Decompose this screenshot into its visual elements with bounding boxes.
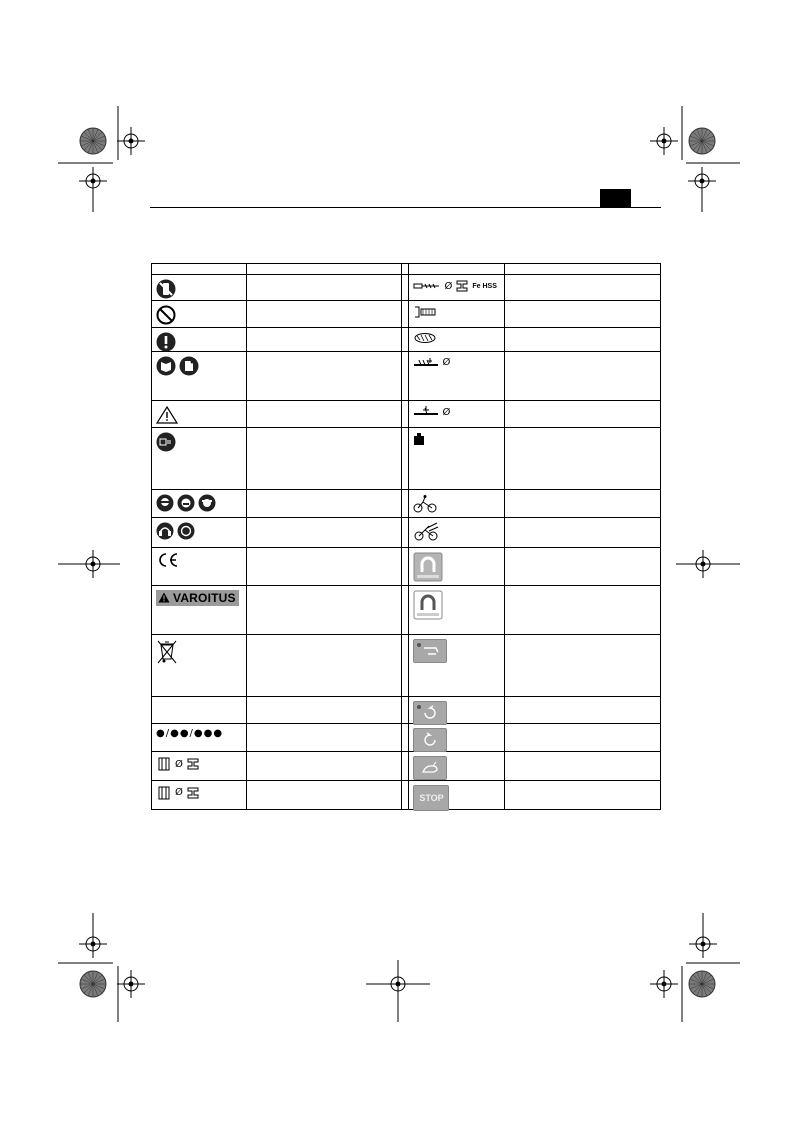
- ce-mark-icon: [156, 552, 180, 568]
- steel-profile-icon: [455, 279, 469, 293]
- read-manual-icon: [179, 356, 199, 376]
- diameter-label: Ø: [175, 787, 183, 799]
- drill-steel-icon: [156, 785, 172, 801]
- wood-drill-icon: [413, 356, 439, 370]
- diameter-label: Ø: [442, 406, 451, 418]
- symbols-table: [151, 263, 661, 810]
- steel-profile-icon: [186, 757, 200, 771]
- table-row: [152, 401, 661, 428]
- weee-crossed-bin-icon: [156, 639, 178, 665]
- table-row: [152, 351, 661, 400]
- table-row: [152, 428, 661, 490]
- warning-triangle-icon: [156, 405, 178, 425]
- language-tab: [600, 189, 631, 207]
- steel-profile-icon: [186, 786, 200, 800]
- wear-ear-protection-icon: [177, 522, 195, 540]
- prohibition-icon: [156, 305, 176, 325]
- rotate-right-button-icon: [413, 701, 447, 725]
- drill-bit-steel-icon: [413, 279, 441, 293]
- warning-label-icon: [156, 590, 239, 606]
- table-row: [152, 696, 661, 723]
- fe-hss-label: Fe HSS: [472, 282, 497, 290]
- no-mobile-phone-icon: [156, 279, 176, 299]
- rabbit-speed-button-icon: [413, 756, 447, 780]
- start-button-icon: [413, 639, 447, 663]
- magnet-icon: [413, 590, 443, 620]
- table-row: [152, 547, 661, 585]
- rotate-left-button-icon: [413, 728, 447, 752]
- table-row: [152, 275, 661, 301]
- diameter-label: Ø: [175, 758, 183, 770]
- wear-protective-gear-icon: [156, 494, 174, 512]
- warning-label-text: VAROITUS: [173, 590, 236, 605]
- table-row: [152, 327, 661, 351]
- table-row: [152, 585, 661, 634]
- diameter-label: Ø: [442, 357, 451, 369]
- bicycle-fast-icon: [413, 522, 439, 542]
- table-row: [152, 635, 661, 697]
- header-rule: [150, 207, 661, 208]
- table-row: [152, 752, 661, 780]
- chuck-icon: [413, 305, 439, 319]
- bicycle-slow-icon: [413, 494, 437, 514]
- table-row: [152, 724, 661, 752]
- wear-protective-gear-icon: [198, 494, 216, 512]
- wear-protective-gear-icon: [177, 494, 195, 512]
- weight-icon: [413, 432, 425, 446]
- table-row: [152, 518, 661, 547]
- screw-icon: [413, 332, 437, 344]
- drill-steel-icon: [156, 756, 172, 772]
- warning-triangle-icon: [158, 592, 170, 603]
- masonry-drill-icon: [413, 405, 439, 419]
- stop-button-icon: STOP: [413, 785, 449, 811]
- wear-ear-protection-icon: [156, 522, 174, 540]
- table-header-row: [152, 264, 661, 275]
- table-row: [152, 780, 661, 809]
- speed-dots-icon: ●/●●/●●●: [156, 728, 224, 740]
- diameter-label: Ø: [444, 280, 453, 292]
- table-row: [152, 490, 661, 518]
- mandatory-notice-icon: [156, 332, 176, 352]
- table-row: [152, 301, 661, 327]
- read-manual-icon: [156, 356, 176, 376]
- unplug-before-service-icon: [156, 432, 176, 452]
- magnet-icon: [413, 552, 443, 582]
